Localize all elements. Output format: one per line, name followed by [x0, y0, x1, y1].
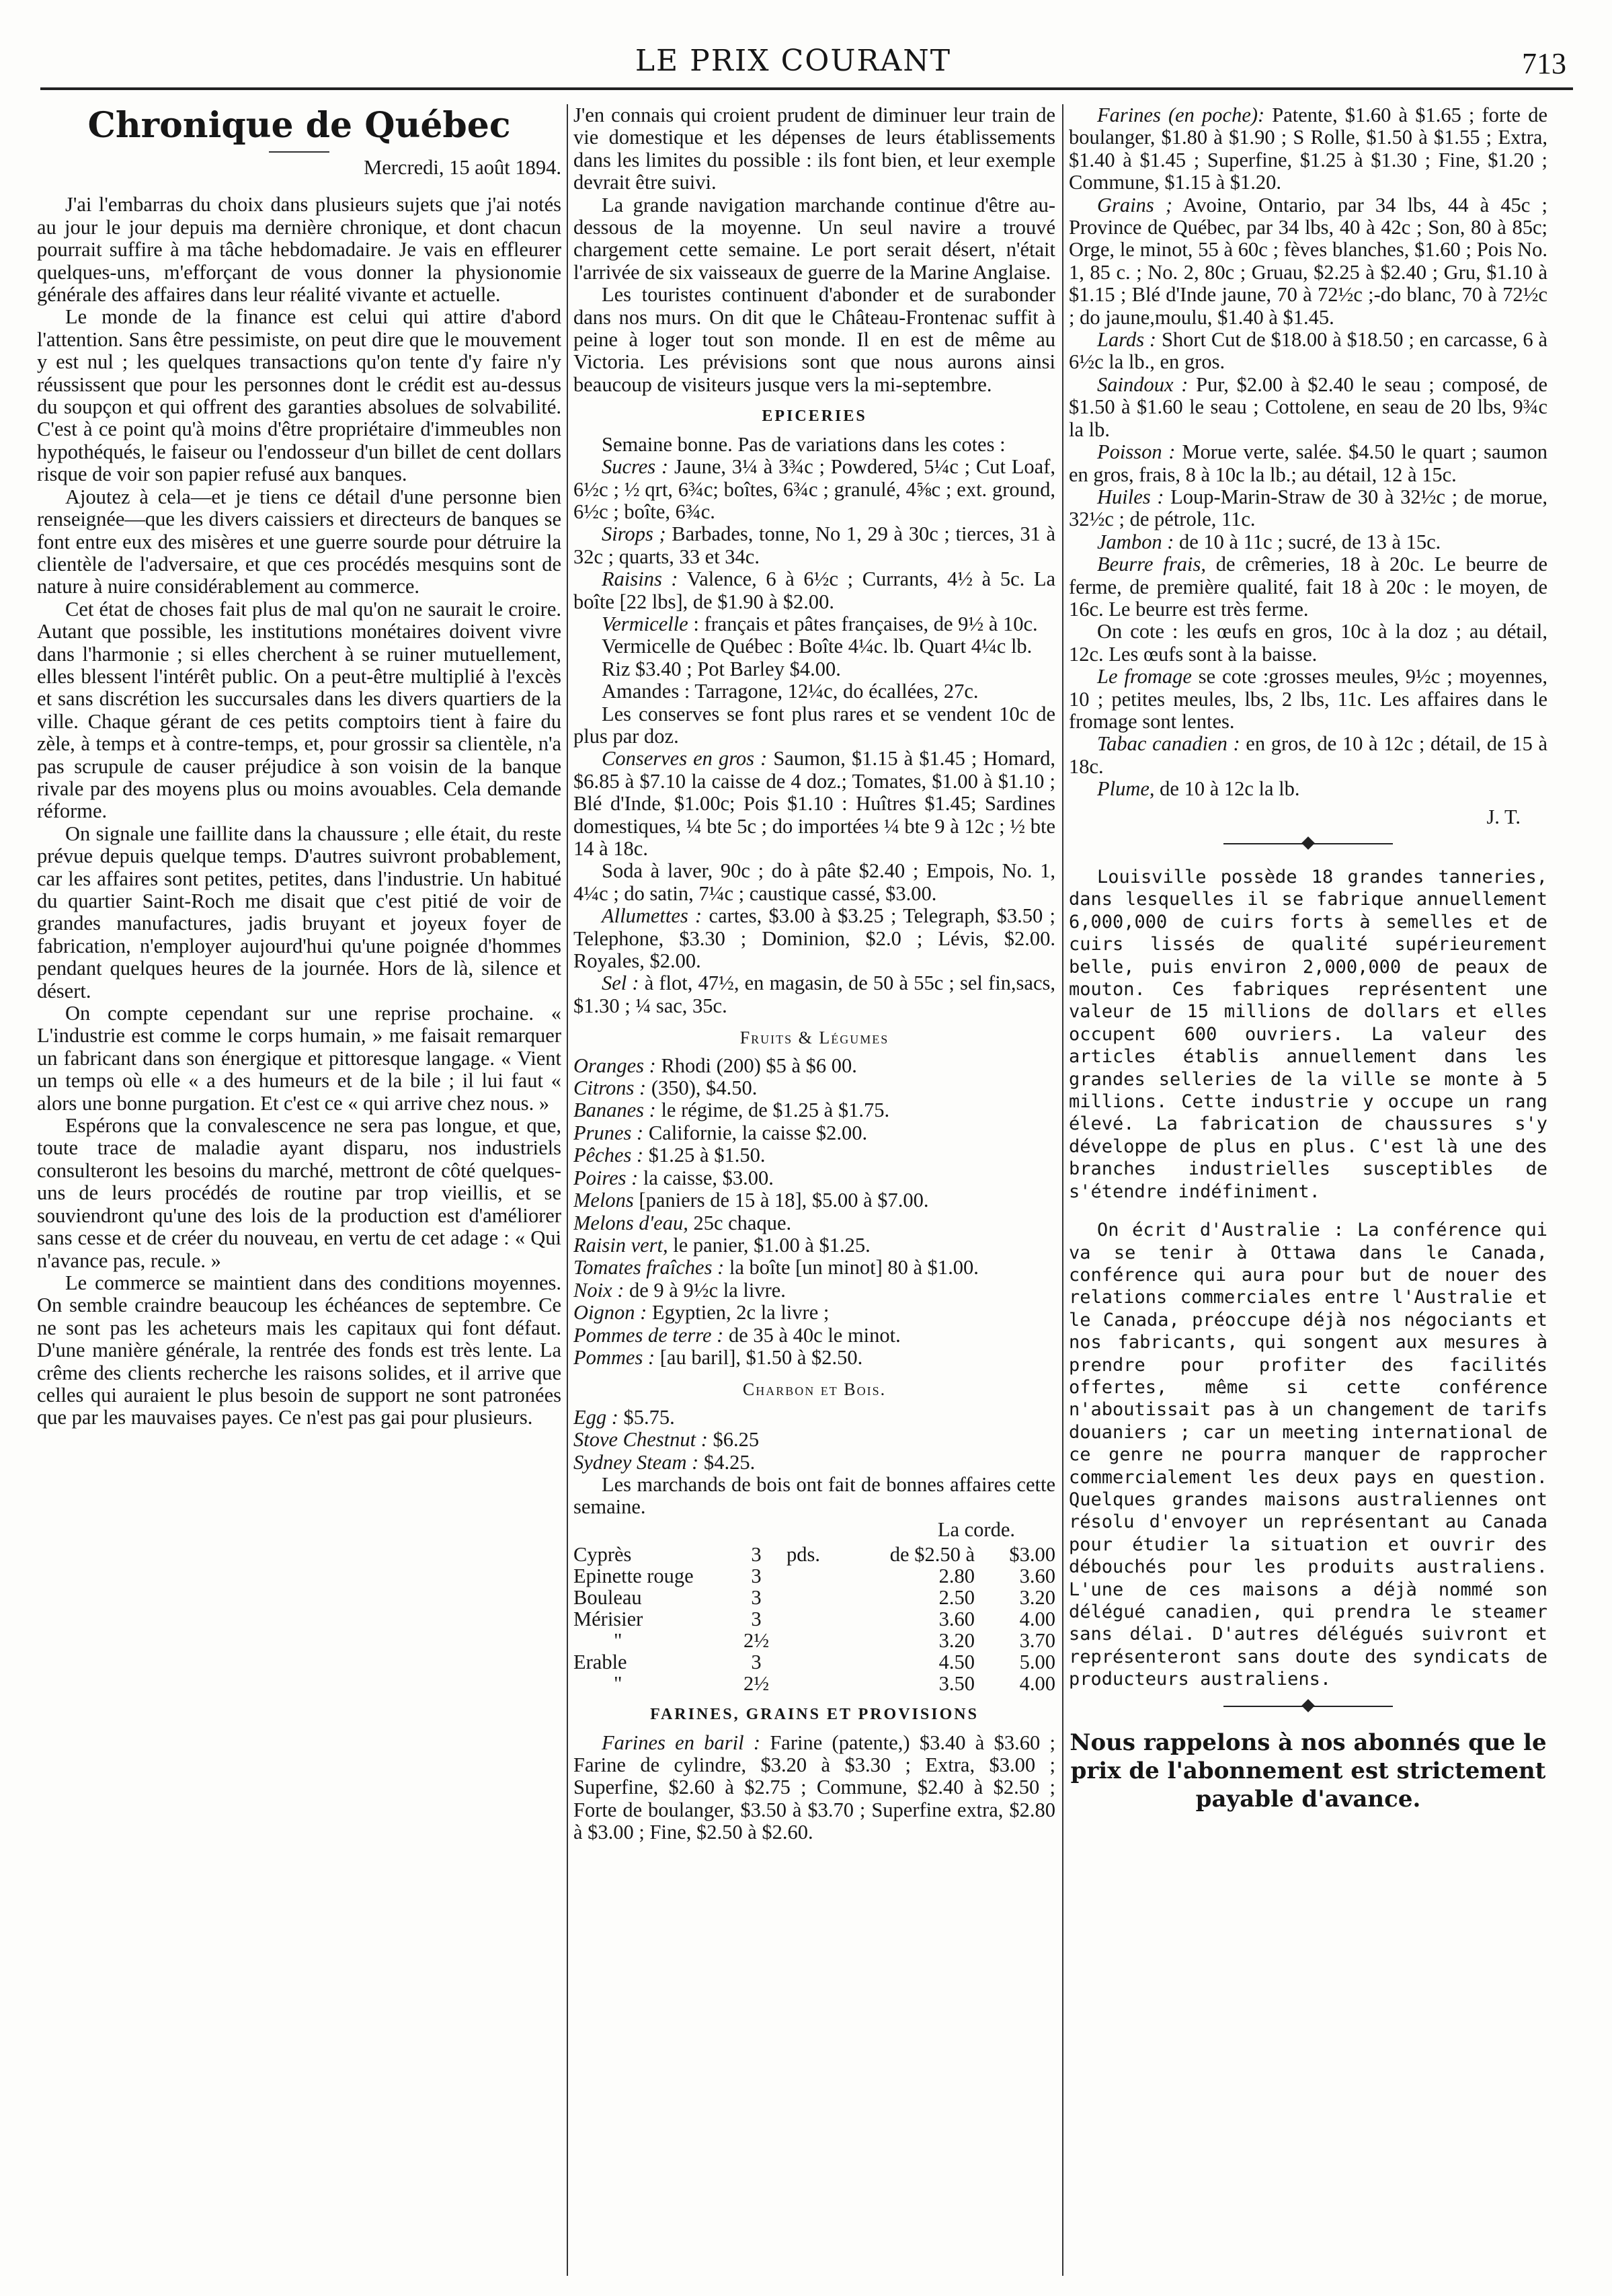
price-item — [573, 748, 1055, 860]
price-item — [573, 568, 1055, 613]
price-item — [573, 680, 1055, 703]
price-item — [573, 860, 1055, 905]
price-label: Poires : — [573, 1166, 639, 1189]
subscription-notice: Nous rappelons à nos abonnés que le prix de l'abonnement est strictement payable d'avance. — [1070, 1729, 1547, 1813]
louiseville-article: Louisville possède 18 grandes tanneries, dans lesquelles il se fabrique annuellement 6,000,000 de cuirs forts à semelles et de cuirs lissés de qualité supérieurement belle, puis environ 2,000,000 de peaux de mouton. Ces fabriques représentent une valeur de 15 millions de dollars et elles occupent 600 ouvriers. La valeur des articles établis annuellement dans les grandes selleries de la ville se monte à 5 millions. Cette industrie y occupe un rang élevé. La fabrication de chaussures s'y développe de plus en plus. C'est là une des branches industrielles susceptibles de s'étendre indéfiniment. — [1069, 867, 1547, 1202]
charbon-note: Les marchands de bois ont fait de bonnes affaires cette semaine. — [573, 1472, 1055, 1519]
price-item — [573, 1234, 1055, 1257]
price-label: Conserves en gros : — [602, 747, 768, 770]
price-text: le panier, $1.00 à $1.25. — [668, 1233, 871, 1257]
price-text: de 10 à 11c ; sucré, de 13 à 15c. — [1174, 530, 1441, 553]
wood-price-high: 4.00 — [1019, 1608, 1055, 1631]
wood-unit — [787, 1651, 867, 1673]
price-text: Morue verte, salée. $4.50 le quart ; saumon en gros, frais, 8 à 10c la lb.; au détail, 12 à 15c. — [1069, 440, 1547, 486]
price-text: la caisse, $3.00. — [638, 1166, 774, 1189]
price-item — [573, 703, 1055, 748]
price-label: Raisin vert, — [573, 1233, 668, 1257]
price-item — [573, 1122, 1055, 1144]
price-item — [1069, 374, 1547, 441]
wood-price-high: 4.00 — [1019, 1672, 1055, 1696]
paragraph: Ajoutez à cela—et je tiens ce détail d'une personne bien renseignée—que les divers caissiers et directeurs de banques se font entre eux des misères et une guerre sourde pour détruire la clientèle de l'adversaire, et que ces procédés mesquins sont de nature à nuire considérablement au commerce. — [37, 485, 561, 598]
price-label: Pêches : — [573, 1144, 644, 1167]
price-text: Riz $3.40 ; Pot Barley $4.00. — [602, 657, 841, 680]
spacer — [1069, 1203, 1547, 1219]
column-2 — [573, 104, 1055, 2276]
farines-list-start — [573, 1732, 1055, 1844]
wood-unit — [787, 1608, 867, 1630]
price-label: Farines (en poche): — [1097, 104, 1265, 126]
price-label: Beurre frais, — [1097, 553, 1206, 576]
wood-name: " — [614, 1629, 622, 1653]
paragraph: Le commerce se maintient dans des conditions moyennes. On semble craindre beaucoup les échéances de septembre. Ce ne sont pas les acheteurs mais les capitaux qui font défaut. D'une manière générale, la rentrée des fonds est très lente. La crême des clients recherche les raisons solides, et il arrive que celles qui auraient le plus besoin de support ne sont patronées que par les mauvaises payes. Ce n'est pas gai pour plusieurs. — [37, 1271, 561, 1429]
wood-price-high: 3.60 — [1019, 1565, 1055, 1588]
price-text: [paniers de 15 à 18], $5.00 à $7.00. — [633, 1189, 929, 1212]
price-text: Loup-Marin-Straw de 30 à 32½c ; de morue, 32½c ; de pétrole, 11c. — [1069, 485, 1547, 531]
price-label: Oranges : — [573, 1054, 656, 1077]
price-text: de 35 à 40c le minot. — [723, 1323, 901, 1347]
wood-price-low: 2.80 — [938, 1565, 975, 1588]
price-label: Tomates fraîches : — [573, 1256, 725, 1279]
wood-price-low: 4.50 — [938, 1651, 975, 1674]
wood-price-low: 3.60 — [938, 1608, 975, 1631]
epiceries-intro: Semaine bonne. Pas de variations dans les cotes : — [602, 432, 1006, 456]
price-item — [1069, 194, 1547, 329]
price-label: Grains ; — [1097, 193, 1173, 216]
price-label: Stove Chestnut : — [573, 1428, 708, 1452]
running-title: LE PRIX COURANT — [635, 44, 952, 78]
wood-price-low: 2.50 — [938, 1586, 975, 1610]
table-row — [573, 1608, 1055, 1630]
section-heading-farines: FARINES, GRAINS ET PROVISIONS — [650, 1706, 979, 1724]
price-label: Huiles : — [1097, 485, 1164, 508]
wood-price-table — [573, 1544, 1055, 1694]
wood-feet: 3 — [751, 1543, 762, 1567]
price-item — [573, 456, 1055, 523]
wood-unit — [787, 1587, 867, 1608]
price-item — [573, 1407, 1055, 1429]
price-text: Amandes : Tarragone, 12¼c, do écallées, 27c. — [602, 680, 979, 703]
wood-feet: 3 — [751, 1586, 762, 1610]
price-item — [1069, 778, 1547, 800]
price-item — [573, 658, 1055, 680]
table-row — [573, 1630, 1055, 1651]
wood-name: Bouleau — [573, 1586, 642, 1610]
wood-unit: pds. — [787, 1543, 820, 1567]
price-label: Allumettes : — [602, 904, 702, 928]
dateline: Mercredi, 15 août 1894. — [364, 156, 561, 179]
section-heading-fruits: Fruits & Légumes — [739, 1028, 889, 1048]
wood-name: Erable — [573, 1651, 627, 1674]
paragraph: Cet état de choses fait plus de mal qu'on ne saurait le croire. Autant que possible, les institutions monétaires doivent vivre dans l'harmonie ; si elles cherchent à se ruiner mutuellement, elles blessent l'intérêt public. On a peut-être multiplié à l'excès et sans discrétion les succursales dans les divers quartiers de la ville. Chaque gérant de ces petits comptoirs tient à faire du zèle, à temps et à contre-temps, et, pour grossir sa clientèle, n'a pas scrupule de causer préjudice à son voisin de la banque rivale par des moyens plus ou moins avouables. Cela demande réforme. — [37, 597, 561, 823]
price-text: Saumon, $1.15 à $1.45 ; Homard, $6.85 à $7.10 la caisse de 4 doz.; Tomates, $1.00 à $1.10 ; Blé d'Inde, $1.00c; Pois $1.10 : Huîtres $1.45; Sardines domestiques, ¼ bte 5c ; do importées ¼ bte 9 à 12c ; ½ bte 14 à 18c. — [573, 747, 1055, 860]
price-text: Vermicelle de Québec : Boîte 4¼c. lb. Quart 4¼c lb. — [602, 635, 1033, 658]
title-rule — [269, 151, 329, 153]
price-text: Patente, $1.60 à $1.65 ; forte de boulanger, $1.80 à $1.90 ; S Rolle, $1.50 à $1.55 ; Extra, $1.40 à $1.45 ; Superfine, $1.25 à $1.30 ; Fine, $1.20 ; Commune, $1.15 à $1.20. — [1069, 104, 1547, 194]
price-label: Oignon : — [573, 1301, 647, 1324]
paragraph: La grande navigation marchande continue d'être au-dessous de la moyenne. Un seul navire a trouvé chargement cette semaine. Le port serait désert, n'était l'arrivée de six vaisseaux de guerre de la Marine Anglaise. — [573, 193, 1055, 284]
price-item — [1069, 531, 1547, 553]
price-item — [1069, 329, 1547, 374]
price-label: Prunes : — [573, 1121, 644, 1144]
price-text: : français et pâtes françaises, de 9½ à 10c. — [688, 612, 1038, 635]
price-item — [573, 1144, 1055, 1166]
price-text: $5.75. — [618, 1405, 675, 1429]
price-text: de 9 à 9½c la livre. — [624, 1278, 786, 1302]
price-text: $4.25. — [698, 1450, 756, 1474]
price-label: Farines en baril : — [602, 1731, 761, 1754]
price-label: Poisson : — [1097, 440, 1176, 464]
price-item — [1069, 666, 1547, 733]
price-item — [573, 1347, 1055, 1369]
price-item — [1069, 104, 1547, 194]
price-label: Sydney Steam : — [573, 1450, 699, 1474]
paragraph: J'en connais qui croient prudent de diminuer leur train de vie domestique et les dépenses de leurs établissements dans les limites du possible : ils font bien, et leur exemple devrait être suivi. — [573, 104, 1055, 194]
price-item — [573, 1055, 1055, 1077]
price-item — [1069, 621, 1547, 666]
column-1 — [37, 104, 561, 2276]
price-text: Barbades, tonne, No 1, 29 à 30c ; tierces, 31 à 32c ; quarts, 33 et 34c. — [573, 522, 1055, 568]
price-item — [573, 1279, 1055, 1302]
price-label: Le fromage — [1097, 665, 1192, 688]
wood-price-high: 5.00 — [1019, 1651, 1055, 1674]
paragraph: Les touristes continuent d'abonder et de surabonder dans nos murs. On dit que le Château-Frontenac suffit à peine à loger tout son monde. Il en est de même au Victoria. Les prévisions sont que nous aurons ainsi beaucoup de visiteurs jusque vers la mi-septembre. — [573, 283, 1055, 396]
paragraph: Le monde de la finance est celui qui attire d'abord l'attention. Sans être pessimiste, on peut dire que le mouvement y est nul ; les quelques transactions qu'on tente d'y faire n'y réussissent que pour les personnes dont le crédit est au-dessus du soupçon et qui offrent des garanties absolues de solvabilité. C'est à ce point qu'à moins d'être propriétaire d'immeubles non hypothéqués, le faiseur ou l'endosseur d'un billet de cent dollars risque de voir son papier refusé aux banques. — [37, 305, 561, 486]
paragraph: Espérons que la convalescence ne sera pas longue, et que, toute trace de maladie ayant disparu, nos industriels consulteront les besoins du marché, mettront de côté quelques-uns de leurs procédés de routine par trop vieillis, et se souviendront qu'une des lois de la production est d'améliorer sans cesse et de créer du nouveau, en vertu de cet adage : « Qui n'avance pas, recule. » — [37, 1114, 561, 1272]
price-item — [573, 523, 1055, 568]
price-text: Les conserves se font plus rares et se vendent 10c de plus par doz. — [573, 702, 1055, 748]
signature: J. T. — [1486, 805, 1521, 828]
paragraph: On signale une faillite dans la chaussure ; elle était, du reste prévue depuis quelque temps. D'autres suivront probablement, car les affaires sont petites, petites, dans l'industrie. Un habitué du quartier Saint-Roch me disait que c'est pitié de voir de grandes manufactures, jadis bruyant et joyeux foyer de fabrication, n'employer aujourd'hui qu'une poignée d'hommes pendant quelques heures de la journée. Hors de là, silence et désert. — [37, 822, 561, 1002]
price-item — [1069, 441, 1547, 486]
wood-name: Epinette rouge — [573, 1565, 694, 1588]
wood-name: Cyprès — [573, 1543, 632, 1567]
price-item — [1069, 486, 1547, 531]
price-text: [au baril], $1.50 à $2.50. — [655, 1345, 863, 1369]
corde-heading: La corde. — [937, 1517, 1015, 1541]
price-label: Tabac canadien : — [1097, 732, 1240, 756]
price-label: Plume, — [1097, 777, 1155, 801]
price-label: Noix : — [573, 1278, 624, 1302]
page-header — [20, 37, 1566, 91]
price-label: Lards : — [1097, 328, 1157, 352]
price-text: à flot, 47½, en magasin, de 50 à 55c ; sel fin,sacs, $1.30 ; ¼ sac, 35c. — [573, 972, 1055, 1017]
price-text: Farine (patente,) $3.40 à $3.60 ; Farine de cylindre, $3.20 à $3.30 ; Extra, $3.00 ; Superfine, $2.60 à $2.75 ; Commune, $2.40 à $2.50 ; Forte de boulanger, $3.50 à $3.70 ; Superfine extra, $2.80 à $3.00 ; Fine, $2.50 à $2.60. — [573, 1731, 1055, 1844]
price-item — [573, 1452, 1055, 1474]
table-row — [573, 1565, 1055, 1587]
wood-name: " — [614, 1672, 622, 1696]
price-text: Pur, $2.00 à $2.40 le seau ; composé, de $1.50 à $1.60 le seau ; Cottolene, en seau de 20 lbs, 9¾c la lb. — [1069, 372, 1547, 441]
table-row — [573, 1651, 1055, 1673]
price-item — [573, 1257, 1055, 1279]
wood-unit — [787, 1673, 867, 1694]
price-text: la boîte [un minot] 80 à $1.00. — [724, 1256, 979, 1279]
wood-price-high: 3.70 — [1019, 1629, 1055, 1653]
price-item — [573, 905, 1055, 972]
wood-feet: 2½ — [743, 1672, 770, 1696]
price-item — [573, 1324, 1055, 1347]
table-row — [573, 1544, 1055, 1565]
price-item — [573, 635, 1055, 658]
price-item — [573, 1212, 1055, 1234]
price-item — [573, 613, 1055, 635]
price-text: Soda à laver, 90c ; do à pâte $2.40 ; Empois, No. 1, 4¼c ; do satin, 7¼c ; caustique cassé, $3.00. — [573, 859, 1055, 905]
price-item — [573, 1099, 1055, 1121]
table-row — [573, 1587, 1055, 1608]
price-text: (350), $4.50. — [646, 1076, 758, 1100]
price-label: Jambon : — [1097, 530, 1174, 553]
wood-feet: 3 — [751, 1565, 762, 1588]
price-text: de 10 à 12c la lb. — [1154, 777, 1300, 801]
price-item — [573, 1077, 1055, 1099]
price-label: Pommes : — [573, 1345, 655, 1369]
price-item — [573, 972, 1055, 1017]
price-text: Short Cut de $18.00 à $18.50 ; en carcasse, 6 à 6½c la lb., en gros. — [1069, 328, 1547, 374]
price-text: Rhodi (200) $5 à $6 00. — [655, 1054, 857, 1077]
section-heading-epiceries: EPICERIES — [762, 407, 867, 426]
price-label: Sucres : — [602, 455, 669, 479]
price-text: $6.25 — [707, 1428, 760, 1452]
price-text: en gros, de 10 à 12c ; détail, de 15 à 18c. — [1069, 732, 1547, 778]
price-text: Californie, la caisse $2.00. — [643, 1121, 868, 1144]
wood-price-low: 3.50 — [938, 1672, 975, 1696]
price-label: Sel : — [602, 972, 639, 995]
column-divider-1 — [567, 104, 568, 2276]
charbon-list — [573, 1407, 1055, 1474]
section-heading-charbon: Charbon et Bois. — [742, 1380, 887, 1400]
wood-price-low: 3.20 — [938, 1629, 975, 1653]
page-number: 713 — [1522, 47, 1566, 80]
price-label: Melons d'eau, — [573, 1211, 688, 1234]
price-text: Valence, 6 à 6½c ; Currants, 4½ à 5c. La boîte [22 lbs], de $1.90 à $2.00. — [573, 567, 1055, 613]
price-item — [573, 1732, 1055, 1844]
wood-unit — [787, 1565, 867, 1587]
wood-price-high: $3.00 — [1009, 1543, 1055, 1567]
price-text: Avoine, Ontario, par 34 lbs, 44 à 45c ; Province de Québec, par 34 lbs, 40 à 42c ; Son, 80 à 85c; Orge, le minot, 55 à 60c ; fèves blanches, $1.60 ; Pois No. 1, 85 c. ; No. 2, 80c ; Gruau, $2.25 à $2.40 ; Gru, $1.10 à $1.15 ; Blé d'Inde jaune, 70 à 72½c ;-do blanc, 70 à 72½c ; do jaune,moulu, $1.40 à $1.45. — [1069, 193, 1547, 329]
ornament-divider-icon — [1069, 1698, 1547, 1715]
wood-unit — [787, 1630, 867, 1651]
price-text: Jaune, 3¼ à 3¾c ; Powdered, 5¼c ; Cut Loaf, 6½c ; ½ qrt, 6¾c; boîtes, 6¾c ; granulé, 4⅝c ; ext. ground, 6½c ; boîte, 6¾c. — [573, 455, 1055, 523]
wood-feet: 2½ — [743, 1629, 770, 1653]
price-label: Melons — [573, 1189, 634, 1212]
price-label: Pommes de terre : — [573, 1323, 724, 1347]
price-text: se cote :grosses meules, 9½c ; moyennes, 10 ; petites meules, lbs, 2 lbs, 11c. Les affaires dans le fromage sont lentes. — [1069, 665, 1547, 733]
wood-name: Mérisier — [573, 1608, 643, 1631]
price-text: de crêmeries, 18 à 20c. Le beurre de ferme, de première qualité, fait 18 à 20c : le moyen, de 16c. Le beurre est très ferme. — [1069, 553, 1547, 621]
price-label: Egg : — [573, 1405, 618, 1429]
price-label: Citrons : — [573, 1076, 647, 1100]
price-text: $1.25 à $1.50. — [643, 1144, 766, 1167]
price-label: Bananes : — [573, 1099, 656, 1122]
price-label: Saindoux : — [1097, 372, 1188, 396]
price-label: Vermicelle — [602, 612, 688, 635]
price-label: Raisins : — [602, 567, 678, 591]
farines-list — [1069, 104, 1547, 801]
australie-article: On écrit d'Australie : La conférence qui va se tenir à Ottawa dans le Canada, conférence qui aura pour but de nouer des relations commerciales entre l'Australie et le Canada, préoccupe déjà nos négociants et nos fabricants, qui songent aux mesures à prendre pour profiter des facilités offertes, même si cette conférence n'aboutissait pas à un changement de tarifs douaniers ; car un meeting international de ce genre ne pourra manquer de rapprocher commercialement les deux pays en question. Quelques grandes maisons australiennes ont résolu d'envoyer un représentant au Canada pour étudier la situation et ouvrir des débouchés pour les produits australiens. L'une de ces maisons a déjà nommé son délégué canadien, qui prendra le steamer sans délai. D'autres délégués suivront et représenteront sans doute des syndicats de producteurs australiens. — [1069, 1220, 1547, 1690]
wood-feet: 3 — [751, 1651, 762, 1674]
price-text: On cote : les œufs en gros, 10c à la doz ; au détail, 12c. Les œufs sont à la baisse. — [1069, 620, 1547, 666]
paragraph: On compte cependant sur une reprise prochaine. « L'industrie est comme le corps humain, » me faisait remarquer un fabricant dans son énergique et pittoresque langage. « Vient un temps où elle « a des humeurs et de la bile ; il lui faut « alors une bonne purgation. Et c'est ce « qui arrive chez nous. » — [37, 1002, 561, 1115]
price-text: 25c chaque. — [688, 1211, 792, 1234]
paragraph: J'ai l'embarras du choix dans plusieurs sujets que j'ai notés au jour le jour depuis ma dernière chronique, et dont chacun pourrait suffire à ma tâche hebdomadaire. Je vais en effleurer quelques-uns, m'efforçant de vous donner la physionomie générale des affaires dans leur réalité vivante et actuelle. — [37, 193, 561, 307]
price-item — [573, 1429, 1055, 1451]
column-divider-2 — [1062, 104, 1063, 2276]
fruits-list — [573, 1055, 1055, 1370]
table-row — [573, 1673, 1055, 1694]
price-text: Egyptien, 2c la livre ; — [647, 1301, 830, 1324]
wood-feet: 3 — [751, 1608, 762, 1631]
price-item — [573, 1167, 1055, 1189]
price-text: le régime, de $1.25 à $1.75. — [655, 1099, 890, 1122]
article-title: Chronique de Québec — [87, 105, 511, 146]
header-rule — [40, 87, 1573, 90]
epiceries-list — [573, 456, 1055, 1017]
price-item — [573, 1302, 1055, 1324]
ornament-divider-icon — [1069, 835, 1547, 853]
price-text: cartes, $3.00 à $3.25 ; Telegraph, $3.50 ; Telephone, $3.30 ; Dominion, $2.0 ; Lévis, $2.00. Royales, $2.00. — [573, 904, 1055, 973]
column-3 — [1069, 104, 1547, 2276]
price-item — [1069, 733, 1547, 778]
wood-price-low: de $2.50 à — [889, 1543, 975, 1567]
price-item — [1069, 553, 1547, 621]
price-label: Sirops ; — [602, 522, 666, 546]
price-item — [573, 1189, 1055, 1212]
wood-price-high: 3.20 — [1019, 1586, 1055, 1610]
